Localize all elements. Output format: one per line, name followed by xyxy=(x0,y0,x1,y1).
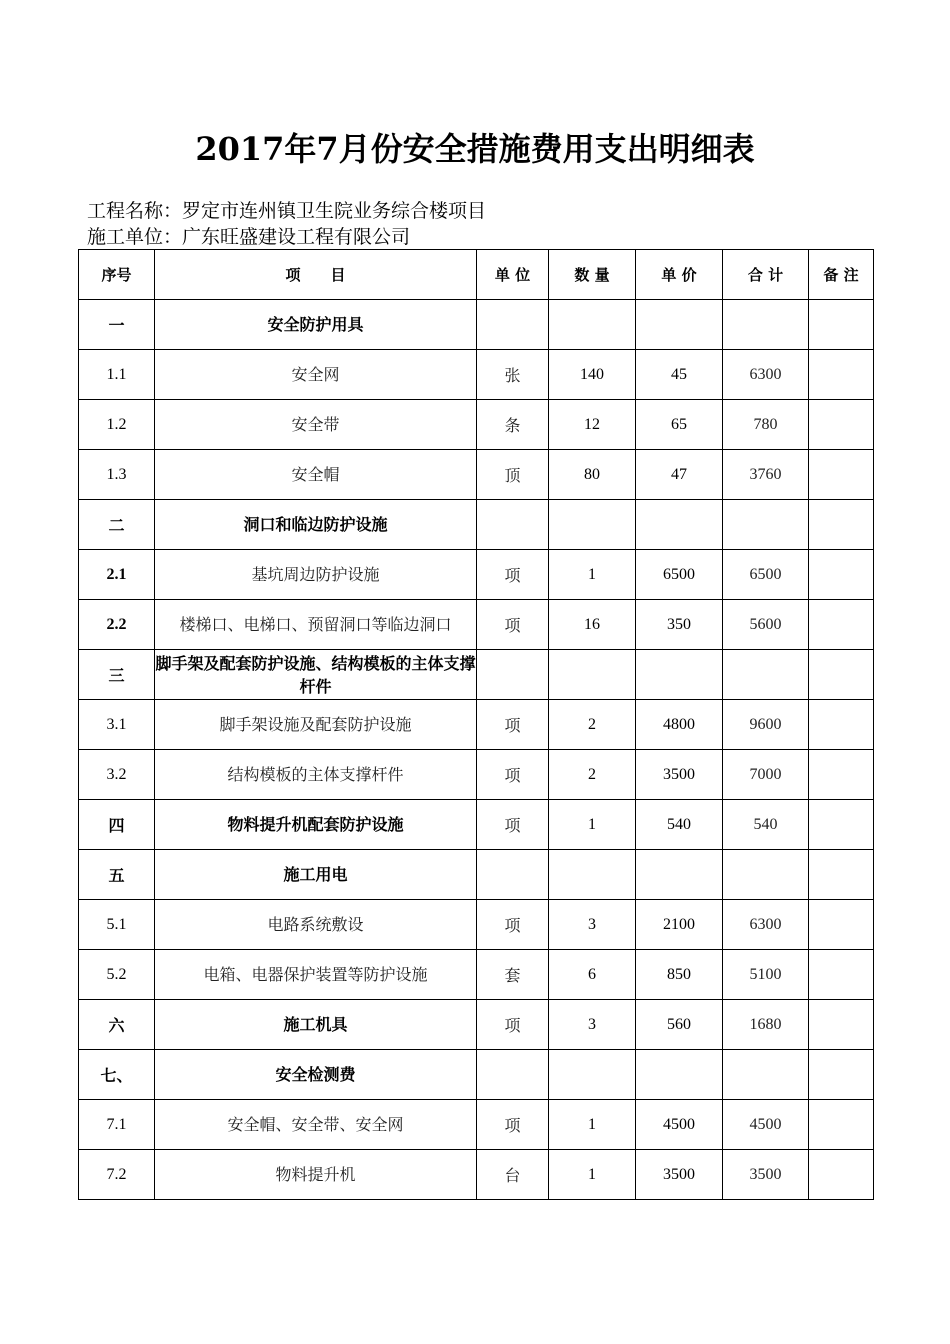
cell-item: 脚手架设施及配套防护设施 xyxy=(155,700,477,750)
cell-item: 安全防护用具 xyxy=(155,300,477,350)
cell-item: 电箱、电器保护装置等防护设施 xyxy=(155,950,477,1000)
cell-seq: 2.1 xyxy=(79,550,155,600)
cell-price: 4800 xyxy=(636,700,723,750)
cell-total: 1680 xyxy=(723,1000,809,1050)
header-qty: 数 量 xyxy=(549,250,636,300)
cell-note xyxy=(809,500,874,550)
cell-note xyxy=(809,1150,874,1200)
cell-note xyxy=(809,900,874,950)
cell-total xyxy=(723,500,809,550)
page-title: 2017年7月份安全措施费用支出明细表 xyxy=(195,130,755,168)
cell-qty: 1 xyxy=(549,800,636,850)
cell-item: 脚手架及配套防护设施、结构模板的主体支撑杆件 xyxy=(155,650,477,700)
section-row xyxy=(79,1050,874,1100)
cell-note xyxy=(809,800,874,850)
cell-item: 安全网 xyxy=(155,350,477,400)
cell-item: 安全检测费 xyxy=(155,1050,477,1100)
table-row xyxy=(79,350,874,400)
cell-price xyxy=(636,1050,723,1100)
cell-unit xyxy=(477,300,549,350)
cell-item: 洞口和临边防护设施 xyxy=(155,500,477,550)
cell-total: 9600 xyxy=(723,700,809,750)
cell-seq: 1.2 xyxy=(79,400,155,450)
cell-item: 结构模板的主体支撑杆件 xyxy=(155,750,477,800)
cell-seq: 五 xyxy=(79,850,155,900)
cell-total: 3500 xyxy=(723,1150,809,1200)
cell-note xyxy=(809,400,874,450)
table-row xyxy=(79,550,874,600)
table-row xyxy=(79,400,874,450)
table-row xyxy=(79,900,874,950)
cell-seq: 二 xyxy=(79,500,155,550)
cell-qty: 12 xyxy=(549,400,636,450)
cell-qty xyxy=(549,1050,636,1100)
cell-price: 6500 xyxy=(636,550,723,600)
cell-seq: 一 xyxy=(79,300,155,350)
table-row xyxy=(79,750,874,800)
section-row xyxy=(79,850,874,900)
cell-note xyxy=(809,850,874,900)
cell-unit xyxy=(477,500,549,550)
cell-price: 560 xyxy=(636,1000,723,1050)
cell-price: 850 xyxy=(636,950,723,1000)
cell-price: 3500 xyxy=(636,750,723,800)
section-row xyxy=(79,800,874,850)
cell-price: 4500 xyxy=(636,1100,723,1150)
cell-price: 350 xyxy=(636,600,723,650)
cell-unit: 台 xyxy=(477,1150,549,1200)
cell-item: 电路系统敷设 xyxy=(155,900,477,950)
cell-unit xyxy=(477,850,549,900)
section-row xyxy=(79,300,874,350)
cell-qty: 2 xyxy=(549,750,636,800)
cell-total: 4500 xyxy=(723,1100,809,1150)
cell-seq: 5.1 xyxy=(79,900,155,950)
cell-price: 2100 xyxy=(636,900,723,950)
cell-price xyxy=(636,650,723,700)
header-price: 单 价 xyxy=(636,250,723,300)
cell-note xyxy=(809,300,874,350)
cell-unit: 套 xyxy=(477,950,549,1000)
cell-price xyxy=(636,850,723,900)
cell-total: 5600 xyxy=(723,600,809,650)
cell-unit: 项 xyxy=(477,900,549,950)
table-row xyxy=(79,600,874,650)
cell-qty: 2 xyxy=(549,700,636,750)
cell-item: 物料提升机配套防护设施 xyxy=(155,800,477,850)
header-unit: 单 位 xyxy=(477,250,549,300)
section-row xyxy=(79,1000,874,1050)
cell-total xyxy=(723,850,809,900)
cell-qty xyxy=(549,650,636,700)
cell-seq: 7.2 xyxy=(79,1150,155,1200)
cell-qty: 140 xyxy=(549,350,636,400)
cell-qty xyxy=(549,300,636,350)
cell-item: 物料提升机 xyxy=(155,1150,477,1200)
cell-note xyxy=(809,450,874,500)
cell-seq: 3.2 xyxy=(79,750,155,800)
cell-price: 3500 xyxy=(636,1150,723,1200)
cell-qty: 80 xyxy=(549,450,636,500)
cell-unit: 项 xyxy=(477,600,549,650)
cell-qty: 3 xyxy=(549,1000,636,1050)
cell-item: 安全帽、安全带、安全网 xyxy=(155,1100,477,1150)
cell-price xyxy=(636,500,723,550)
cell-qty: 1 xyxy=(549,1100,636,1150)
cell-total: 5100 xyxy=(723,950,809,1000)
cell-unit: 顶 xyxy=(477,450,549,500)
cell-qty: 3 xyxy=(549,900,636,950)
cell-total: 780 xyxy=(723,400,809,450)
cell-seq: 2.2 xyxy=(79,600,155,650)
header-item: 项 目 xyxy=(155,250,477,300)
header-seq: 序号 xyxy=(79,250,155,300)
cell-note xyxy=(809,1100,874,1150)
table-row xyxy=(79,1100,874,1150)
cell-total xyxy=(723,300,809,350)
table-row xyxy=(79,450,874,500)
cell-total: 6300 xyxy=(723,900,809,950)
cell-price: 47 xyxy=(636,450,723,500)
cell-unit: 项 xyxy=(477,700,549,750)
cell-seq: 六 xyxy=(79,1000,155,1050)
cell-unit: 张 xyxy=(477,350,549,400)
header-note: 备 注 xyxy=(809,250,874,300)
cell-note xyxy=(809,650,874,700)
table-row xyxy=(79,950,874,1000)
cell-seq: 1.3 xyxy=(79,450,155,500)
cell-qty: 1 xyxy=(549,550,636,600)
cell-item: 施工机具 xyxy=(155,1000,477,1050)
cell-total: 7000 xyxy=(723,750,809,800)
cell-qty xyxy=(549,850,636,900)
cell-seq: 5.2 xyxy=(79,950,155,1000)
cell-note xyxy=(809,950,874,1000)
cell-note xyxy=(809,700,874,750)
cell-item: 楼梯口、电梯口、预留洞口等临边洞口 xyxy=(155,600,477,650)
cell-price: 540 xyxy=(636,800,723,850)
cell-seq: 3.1 xyxy=(79,700,155,750)
cell-unit xyxy=(477,1050,549,1100)
cell-seq: 7.1 xyxy=(79,1100,155,1150)
table-row xyxy=(79,700,874,750)
cell-note xyxy=(809,1050,874,1100)
cell-total xyxy=(723,1050,809,1100)
cell-note xyxy=(809,350,874,400)
section-row xyxy=(79,500,874,550)
cell-unit: 条 xyxy=(477,400,549,450)
cell-total: 540 xyxy=(723,800,809,850)
cell-note xyxy=(809,1000,874,1050)
cell-total: 3760 xyxy=(723,450,809,500)
expense-table xyxy=(78,249,874,1200)
cell-price xyxy=(636,300,723,350)
cell-seq: 四 xyxy=(79,800,155,850)
cell-seq: 七、 xyxy=(79,1050,155,1100)
cell-qty: 1 xyxy=(549,1150,636,1200)
contractor-name: 施工单位：广东旺盛建设工程有限公司 xyxy=(87,226,411,248)
cell-item: 安全帽 xyxy=(155,450,477,500)
section-row xyxy=(79,650,874,700)
cell-qty: 6 xyxy=(549,950,636,1000)
cell-seq: 1.1 xyxy=(79,350,155,400)
table-row xyxy=(79,1150,874,1200)
cell-unit: 项 xyxy=(477,550,549,600)
cell-total: 6300 xyxy=(723,350,809,400)
cell-unit: 项 xyxy=(477,800,549,850)
header-total: 合 计 xyxy=(723,250,809,300)
table-header-row xyxy=(79,250,874,300)
cell-unit: 项 xyxy=(477,1100,549,1150)
cell-item: 安全带 xyxy=(155,400,477,450)
cell-unit xyxy=(477,650,549,700)
cell-qty xyxy=(549,500,636,550)
cell-note xyxy=(809,600,874,650)
cell-unit: 项 xyxy=(477,1000,549,1050)
cell-price: 65 xyxy=(636,400,723,450)
cell-item: 施工用电 xyxy=(155,850,477,900)
cell-note xyxy=(809,750,874,800)
cell-item: 基坑周边防护设施 xyxy=(155,550,477,600)
cell-note xyxy=(809,550,874,600)
cell-unit: 项 xyxy=(477,750,549,800)
cell-total xyxy=(723,650,809,700)
cell-price: 45 xyxy=(636,350,723,400)
cell-seq: 三 xyxy=(79,650,155,700)
project-name: 工程名称：罗定市连州镇卫生院业务综合楼项目 xyxy=(87,200,487,222)
cell-total: 6500 xyxy=(723,550,809,600)
cell-qty: 16 xyxy=(549,600,636,650)
